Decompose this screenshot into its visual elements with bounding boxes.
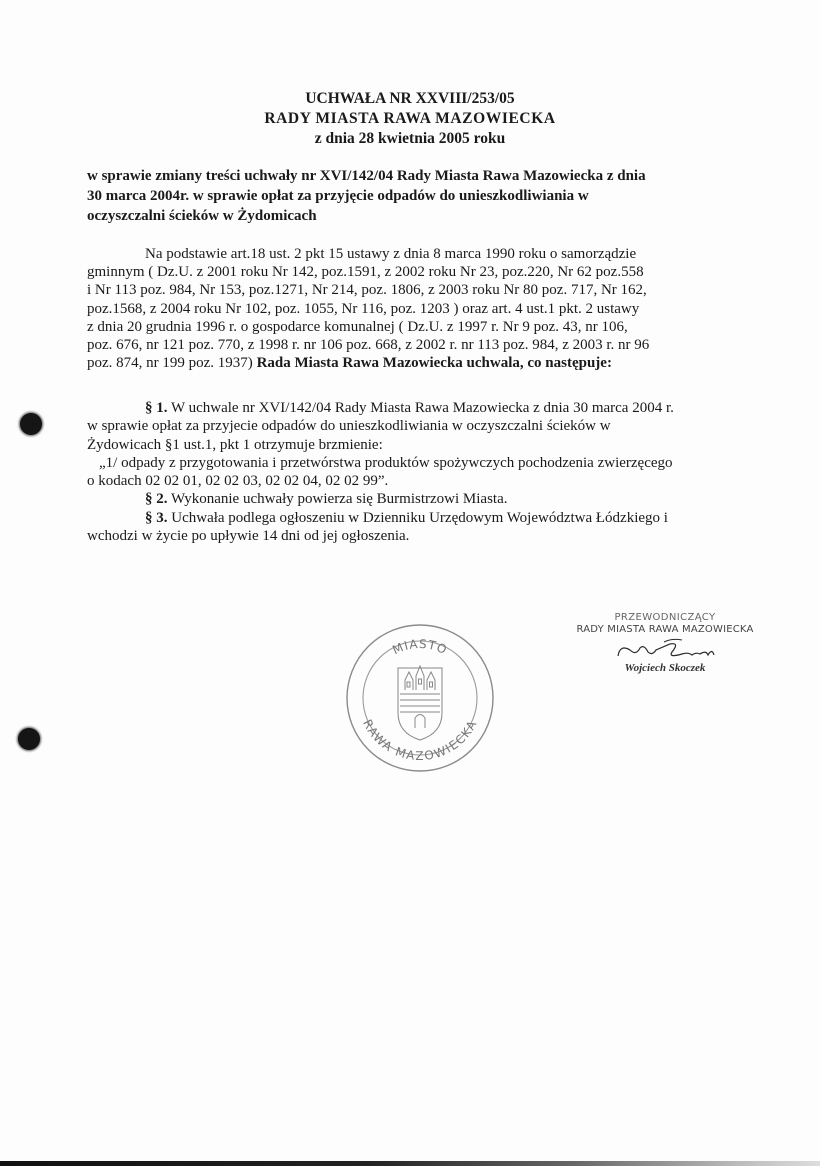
chairman-signature-block [550, 612, 780, 674]
section-1-mark: § 1. [145, 400, 168, 416]
section-3-line: wchodzi w życie po upływie 14 dni od jej ogłoszenia. [87, 528, 410, 545]
resolution-date: z dnia 28 kwietnia 2005 roku [314, 130, 506, 147]
section-3-mark: § 3. [145, 509, 168, 526]
handwritten-signature-icon [550, 638, 780, 662]
legal-basis-line: poz.1568, z 2004 roku Nr 102, poz. 1055, Nr 116, poz. 1203 ) oraz art. 4 ust.1 pkt. 2 ustawy [87, 300, 640, 317]
section-2-text: Wykonanie uchwały powierza się Burmistrzowi Miasta. [167, 491, 508, 508]
legal-basis-last-line [87, 354, 737, 372]
section-3-line [87, 509, 747, 527]
signatory-council: RADY MIASTA RAWA MAZOWIECKA [576, 624, 754, 635]
legal-basis-text: poz. 874, nr 199 poz. 1937) [87, 355, 257, 372]
section-1-line: Żydowicach §1 ust.1, pkt 1 otrzymuje brzmienie: [87, 436, 383, 453]
seal-bottom-text: RAWA MAZOWIECKA [360, 717, 480, 764]
scan-bottom-edge [0, 1161, 820, 1166]
council-name: RADY MIASTA RAWA MAZOWIECKA [264, 110, 556, 127]
subject-line: oczyszczalni ścieków w Żydomicach [87, 208, 317, 224]
legal-basis-line: z dnia 20 grudnia 1996 r. o gospodarce komunalnej ( Dz.U. z 1997 r. Nr 9 poz. 43, nr 106, [87, 318, 628, 335]
subject-line: 30 marca 2004r. w sprawie opłat za przyjęcie odpadów do unieszkodliwiania w [87, 188, 589, 204]
section-3-text: Uchwała podlega ogłoszeniu w Dzienniku Urzędowym Województwa Łódzkiego i [167, 509, 668, 526]
punch-hole-top [20, 413, 42, 435]
section-2-line [87, 490, 747, 508]
legal-basis-line: Na podstawie art.18 ust. 2 pkt 15 ustawy z dnia 8 marca 1990 roku o samorządzie [145, 246, 637, 262]
enactment-formula: Rada Miasta Rawa Mazowiecka uchwala, co następuje: [256, 355, 612, 372]
legal-basis-paragraph [87, 245, 737, 372]
seal-stamp-icon [340, 618, 500, 778]
seal-top-text: MIASTO [390, 636, 450, 658]
punch-hole-bottom [18, 728, 40, 750]
section-1-line: w sprawie opłat za przyjecie odpadów do unieszkodliwiania w oczyszczalni ścieków w [87, 418, 611, 435]
official-seal [340, 618, 500, 778]
signatory-role: PRZEWODNICZĄCY [614, 612, 716, 623]
resolution-header [0, 89, 820, 149]
coat-of-arms-icon [398, 666, 442, 740]
section-1-quote: o kodach 02 02 01, 02 02 03, 02 02 04, 02 02 99”. [87, 473, 389, 490]
section-2-mark: § 2. [145, 491, 168, 508]
legal-basis-line: i Nr 113 poz. 984, Nr 153, poz.1271, Nr 214, poz. 1806, z 2003 roku Nr 80 poz. 717, Nr 162, [87, 282, 647, 299]
legal-basis-line: gminnym ( Dz.U. z 2001 roku Nr 142, poz.1591, z 2002 roku Nr 23, poz.220, Nr 62 poz.558 [87, 264, 644, 281]
resolution-subject [87, 166, 737, 226]
resolution-title: UCHWAŁA NR XXVIII/253/05 [305, 90, 515, 107]
resolution-sections [87, 399, 747, 545]
section-1-quote: „1/ odpady z przygotowania i przetwórstwa produktów spożywczych pochodzenia zwierzęcego [99, 454, 673, 471]
signatory-name: Wojciech Skoczek [624, 662, 706, 674]
subject-line: w sprawie zmiany treści uchwały nr XVI/142/04 Rady Miasta Rawa Mazowiecka z dnia [87, 168, 646, 184]
legal-basis-line: poz. 676, nr 121 poz. 770, z 1998 r. nr 106 poz. 668, z 2002 r. nr 113 poz. 984, z 2003 r. nr 96 [87, 337, 650, 354]
section-1-line [87, 399, 747, 417]
section-1-text: W uchwale nr XVI/142/04 Rady Miasta Rawa Mazowiecka z dnia 30 marca 2004 r. [167, 400, 674, 416]
